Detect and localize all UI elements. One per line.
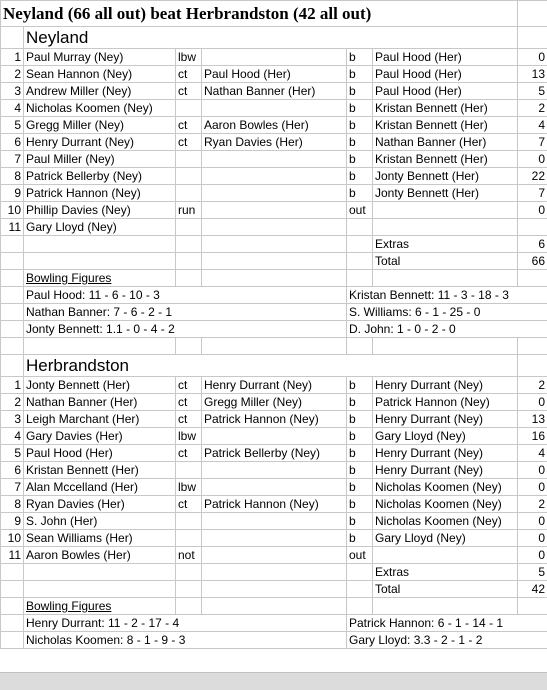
runs-scored[interactable]: 22 [518, 168, 547, 185]
cell[interactable] [24, 236, 176, 253]
cell[interactable] [202, 338, 347, 355]
batsman-name[interactable]: Alan Mccelland (Her) [24, 479, 176, 496]
bowler-name[interactable]: Kristan Bennett (Her) [373, 151, 518, 168]
batting-position[interactable]: 3 [1, 83, 24, 100]
runs-scored[interactable]: 0 [518, 151, 547, 168]
runs-scored[interactable]: 2 [518, 100, 547, 117]
cell[interactable] [24, 253, 176, 270]
batting-position[interactable]: 11 [1, 547, 24, 564]
bowling-figure[interactable]: Nicholas Koomen: 8 - 1 - 9 - 3 [24, 632, 347, 649]
bowled-marker[interactable]: b [347, 168, 373, 185]
fielder-name[interactable] [202, 547, 347, 564]
bowler-name[interactable]: Henry Durrant (Ney) [373, 462, 518, 479]
batting-position[interactable]: 4 [1, 100, 24, 117]
runs-scored[interactable]: 13 [518, 66, 547, 83]
bowling-figure[interactable]: Henry Durrant: 11 - 2 - 17 - 4 [24, 615, 347, 632]
batting-row [1, 445, 547, 462]
bowled-marker[interactable]: b [347, 377, 373, 394]
bowling-heading-row [1, 598, 547, 615]
bowling-figure[interactable]: S. Williams: 6 - 1 - 25 - 0 [347, 304, 547, 321]
runs-scored[interactable]: 4 [518, 445, 547, 462]
batting-row [1, 117, 547, 134]
batting-row [1, 219, 547, 236]
dismissal-type[interactable]: ct [176, 83, 202, 100]
batting-position[interactable]: 7 [1, 151, 24, 168]
bowler-name[interactable] [373, 547, 518, 564]
bowled-marker[interactable]: b [347, 394, 373, 411]
cell[interactable] [1, 270, 24, 287]
batsman-name[interactable]: Henry Durrant (Ney) [24, 134, 176, 151]
bowler-name[interactable]: Paul Hood (Her) [373, 66, 518, 83]
fielder-name[interactable] [202, 530, 347, 547]
fielder-name[interactable]: Patrick Hannon (Ney) [202, 411, 347, 428]
dismissal-type[interactable]: ct [176, 445, 202, 462]
batting-row [1, 134, 547, 151]
cell[interactable] [176, 253, 202, 270]
bowled-marker[interactable]: b [347, 462, 373, 479]
batting-position[interactable]: 5 [1, 117, 24, 134]
batting-row [1, 479, 547, 496]
batsman-name[interactable]: S. John (Her) [24, 513, 176, 530]
bowling-figure[interactable]: Patrick Hannon: 6 - 1 - 14 - 1 [347, 615, 547, 632]
batsman-name[interactable]: Nathan Banner (Her) [24, 394, 176, 411]
bowled-marker[interactable]: out [347, 202, 373, 219]
dismissal-type[interactable] [176, 513, 202, 530]
bowler-name[interactable]: Kristan Bennett (Her) [373, 100, 518, 117]
fielder-name[interactable]: Patrick Bellerby (Ney) [202, 445, 347, 462]
cell[interactable] [24, 564, 176, 581]
cell[interactable] [518, 355, 547, 377]
sheet-bottom-bar [0, 672, 547, 690]
cell[interactable] [1, 287, 24, 304]
batsman-name[interactable]: Kristan Bennett (Her) [24, 462, 176, 479]
dismissal-type[interactable] [176, 462, 202, 479]
cell[interactable] [373, 270, 518, 287]
dismissal-type[interactable] [176, 151, 202, 168]
batting-position[interactable]: 10 [1, 202, 24, 219]
bowling-row [1, 321, 547, 338]
runs-scored[interactable]: 13 [518, 411, 547, 428]
bowled-marker[interactable]: b [347, 530, 373, 547]
batsman-name[interactable]: Patrick Hannon (Ney) [24, 185, 176, 202]
bowling-heading[interactable]: Bowling Figures [24, 598, 176, 615]
cell[interactable] [1, 338, 24, 355]
bowling-heading-row [1, 270, 547, 287]
batsman-name[interactable]: Sean Williams (Her) [24, 530, 176, 547]
fielder-name[interactable] [202, 49, 347, 66]
extras-row [1, 564, 547, 581]
cell[interactable] [202, 581, 347, 598]
batting-row [1, 66, 547, 83]
cell[interactable] [518, 338, 547, 355]
batsman-name[interactable]: Paul Hood (Her) [24, 445, 176, 462]
batting-position[interactable]: 5 [1, 445, 24, 462]
dismissal-type[interactable]: ct [176, 117, 202, 134]
runs-scored[interactable]: 0 [518, 49, 547, 66]
bowler-name[interactable]: Paul Hood (Her) [373, 49, 518, 66]
cell[interactable] [24, 581, 176, 598]
cell[interactable] [202, 564, 347, 581]
batsman-name[interactable]: Gary Davies (Her) [24, 428, 176, 445]
cell[interactable] [373, 338, 518, 355]
bowled-marker[interactable]: b [347, 49, 373, 66]
bowler-name[interactable]: Patrick Hannon (Ney) [373, 394, 518, 411]
bowling-figure[interactable]: Jonty Bennett: 1.1 - 0 - 4 - 2 [24, 321, 347, 338]
cell[interactable] [1, 564, 24, 581]
cell[interactable] [1, 581, 24, 598]
bowled-marker[interactable]: b [347, 100, 373, 117]
cell[interactable] [202, 253, 347, 270]
batsman-name[interactable]: Gary Lloyd (Ney) [24, 219, 176, 236]
fielder-name[interactable] [202, 202, 347, 219]
cell[interactable] [24, 338, 176, 355]
bowled-marker[interactable]: b [347, 513, 373, 530]
bowling-row [1, 304, 547, 321]
bowled-marker[interactable]: b [347, 151, 373, 168]
dismissal-type[interactable] [176, 530, 202, 547]
batting-position[interactable]: 8 [1, 496, 24, 513]
runs-scored[interactable]: 0 [518, 394, 547, 411]
fielder-name[interactable]: Paul Hood (Her) [202, 66, 347, 83]
batting-row [1, 151, 547, 168]
extras-label[interactable]: Extras [373, 564, 518, 581]
batsman-name[interactable]: Paul Miller (Ney) [24, 151, 176, 168]
batsman-name[interactable]: Andrew Miller (Ney) [24, 83, 176, 100]
dismissal-type[interactable]: lbw [176, 479, 202, 496]
dismissal-type[interactable] [176, 185, 202, 202]
batting-row [1, 168, 547, 185]
batting-position[interactable]: 6 [1, 134, 24, 151]
dismissal-type[interactable] [176, 168, 202, 185]
bowler-name[interactable]: Nicholas Koomen (Ney) [373, 496, 518, 513]
runs-scored[interactable]: 0 [518, 513, 547, 530]
fielder-name[interactable] [202, 513, 347, 530]
batting-row [1, 513, 547, 530]
batting-row [1, 530, 547, 547]
bowler-name[interactable] [373, 219, 518, 236]
bowling-heading[interactable]: Bowling Figures [24, 270, 176, 287]
dismissal-type[interactable]: ct [176, 134, 202, 151]
bowled-marker[interactable]: b [347, 185, 373, 202]
batsman-name[interactable]: Paul Murray (Ney) [24, 49, 176, 66]
fielder-name[interactable] [202, 219, 347, 236]
dismissal-type[interactable]: run [176, 202, 202, 219]
bowler-name[interactable]: Nicholas Koomen (Ney) [373, 513, 518, 530]
batting-position[interactable]: 8 [1, 168, 24, 185]
batting-row [1, 411, 547, 428]
batsman-name[interactable]: Patrick Bellerby (Ney) [24, 168, 176, 185]
batsman-name[interactable]: Sean Hannon (Ney) [24, 66, 176, 83]
runs-scored[interactable]: 7 [518, 134, 547, 151]
runs-scored[interactable]: 0 [518, 547, 547, 564]
cell[interactable] [347, 338, 373, 355]
bowled-marker[interactable]: b [347, 411, 373, 428]
runs-scored[interactable]: 0 [518, 479, 547, 496]
batting-row [1, 100, 547, 117]
batting-position[interactable]: 9 [1, 513, 24, 530]
cell[interactable] [176, 338, 202, 355]
bowling-figure[interactable]: Kristan Bennett: 11 - 3 - 18 - 3 [347, 287, 547, 304]
bowler-name[interactable]: Kristan Bennett (Her) [373, 117, 518, 134]
batting-row [1, 49, 547, 66]
batting-position[interactable]: 2 [1, 66, 24, 83]
runs-scored[interactable]: 2 [518, 377, 547, 394]
bowled-marker[interactable]: b [347, 83, 373, 100]
bowler-name[interactable] [373, 202, 518, 219]
bowler-name[interactable]: Jonty Bennett (Her) [373, 168, 518, 185]
bowled-marker[interactable] [347, 219, 373, 236]
total-value[interactable]: 42 [518, 581, 547, 598]
cell[interactable] [518, 1, 547, 27]
cell[interactable] [176, 598, 202, 615]
cell[interactable] [347, 581, 373, 598]
runs-scored[interactable]: 0 [518, 202, 547, 219]
batting-row [1, 462, 547, 479]
bowled-marker[interactable]: b [347, 445, 373, 462]
batting-row [1, 377, 547, 394]
cell[interactable] [1, 304, 24, 321]
cell[interactable] [347, 270, 373, 287]
extras-label[interactable]: Extras [373, 236, 518, 253]
cell[interactable] [202, 598, 347, 615]
cell[interactable] [176, 270, 202, 287]
cell[interactable] [1, 632, 24, 649]
batting-row [1, 83, 547, 100]
fielder-name[interactable] [202, 479, 347, 496]
bowled-marker[interactable]: b [347, 428, 373, 445]
batsman-name[interactable]: Aaron Bowles (Her) [24, 547, 176, 564]
cell[interactable] [176, 564, 202, 581]
total-row [1, 581, 547, 598]
extras-row [1, 236, 547, 253]
bowled-marker[interactable]: b [347, 479, 373, 496]
runs-scored[interactable]: 2 [518, 496, 547, 513]
batting-row [1, 202, 547, 219]
title-row [1, 1, 547, 27]
total-row [1, 253, 547, 270]
batsman-name[interactable]: Gregg Miller (Ney) [24, 117, 176, 134]
bowled-marker[interactable]: b [347, 134, 373, 151]
bowler-name[interactable]: Jonty Bennett (Her) [373, 185, 518, 202]
runs-scored[interactable]: 0 [518, 462, 547, 479]
total-label[interactable]: Total [373, 253, 518, 270]
fielder-name[interactable] [202, 428, 347, 445]
bowler-name[interactable]: Henry Durrant (Ney) [373, 411, 518, 428]
bowling-row [1, 287, 547, 304]
dismissal-type[interactable]: ct [176, 394, 202, 411]
batting-position[interactable]: 10 [1, 530, 24, 547]
bowling-row [1, 632, 547, 649]
cell[interactable] [518, 598, 547, 615]
bowling-figure[interactable]: Nathan Banner: 7 - 6 - 2 - 1 [24, 304, 347, 321]
batting-position[interactable]: 1 [1, 49, 24, 66]
batting-row [1, 496, 547, 513]
cell[interactable] [347, 598, 373, 615]
total-label[interactable]: Total [373, 581, 518, 598]
bowling-figure[interactable]: Gary Lloyd: 3.3 - 2 - 1 - 2 [347, 632, 547, 649]
batting-position[interactable]: 6 [1, 462, 24, 479]
dismissal-type[interactable] [176, 219, 202, 236]
batting-position[interactable]: 3 [1, 411, 24, 428]
bowling-figure[interactable]: D. John: 1 - 0 - 2 - 0 [347, 321, 547, 338]
cell[interactable] [202, 236, 347, 253]
fielder-name[interactable]: Nathan Banner (Her) [202, 83, 347, 100]
batsman-name[interactable]: Leigh Marchant (Her) [24, 411, 176, 428]
cell[interactable] [1, 253, 24, 270]
batting-row [1, 547, 547, 564]
dismissal-type[interactable] [176, 100, 202, 117]
team-row [1, 355, 547, 377]
bowling-figure[interactable]: Paul Hood: 11 - 6 - 10 - 3 [24, 287, 347, 304]
batting-position[interactable]: 2 [1, 394, 24, 411]
bowler-name[interactable]: Henry Durrant (Ney) [373, 377, 518, 394]
batting-row [1, 428, 547, 445]
cell[interactable] [373, 598, 518, 615]
batsman-name[interactable]: Ryan Davies (Her) [24, 496, 176, 513]
runs-scored[interactable]: 0 [518, 530, 547, 547]
bowling-row [1, 615, 547, 632]
cell[interactable] [1, 615, 24, 632]
runs-scored[interactable]: 4 [518, 117, 547, 134]
batsman-name[interactable]: Nicholas Koomen (Ney) [24, 100, 176, 117]
fielder-name[interactable] [202, 100, 347, 117]
batting-position[interactable]: 1 [1, 377, 24, 394]
fielder-name[interactable]: Patrick Hannon (Ney) [202, 496, 347, 513]
batsman-name[interactable]: Jonty Bennett (Her) [24, 377, 176, 394]
runs-scored[interactable] [518, 219, 547, 236]
cell[interactable] [518, 270, 547, 287]
fielder-name[interactable] [202, 462, 347, 479]
dismissal-type[interactable]: ct [176, 496, 202, 513]
cell[interactable] [1, 27, 24, 49]
cell[interactable] [202, 270, 347, 287]
batsman-name[interactable]: Phillip Davies (Ney) [24, 202, 176, 219]
batting-position[interactable]: 7 [1, 479, 24, 496]
cell[interactable] [176, 581, 202, 598]
bowler-name[interactable]: Paul Hood (Her) [373, 83, 518, 100]
bowled-marker[interactable]: out [347, 547, 373, 564]
team-name[interactable]: Herbrandston [24, 355, 518, 377]
bowled-marker[interactable]: b [347, 66, 373, 83]
batting-position[interactable]: 9 [1, 185, 24, 202]
fielder-name[interactable] [202, 185, 347, 202]
runs-scored[interactable]: 16 [518, 428, 547, 445]
total-value[interactable]: 66 [518, 253, 547, 270]
runs-scored[interactable]: 7 [518, 185, 547, 202]
fielder-name[interactable]: Ryan Davies (Her) [202, 134, 347, 151]
team-name[interactable]: Neyland [24, 27, 518, 49]
bowled-marker[interactable]: b [347, 117, 373, 134]
bowler-name[interactable]: Nathan Banner (Her) [373, 134, 518, 151]
batting-row [1, 185, 547, 202]
bowled-marker[interactable]: b [347, 496, 373, 513]
cell[interactable] [1, 598, 24, 615]
bowler-name[interactable]: Nicholas Koomen (Ney) [373, 479, 518, 496]
runs-scored[interactable]: 5 [518, 83, 547, 100]
match-title[interactable]: Neyland (66 all out) beat Herbrandston (42 all out) [1, 1, 518, 27]
extras-value[interactable]: 5 [518, 564, 547, 581]
extras-value[interactable]: 6 [518, 236, 547, 253]
dismissal-type[interactable]: lbw [176, 49, 202, 66]
fielder-name[interactable]: Gregg Miller (Ney) [202, 394, 347, 411]
bowler-name[interactable]: Gary Lloyd (Ney) [373, 428, 518, 445]
bowler-name[interactable]: Gary Lloyd (Ney) [373, 530, 518, 547]
fielder-name[interactable]: Aaron Bowles (Her) [202, 117, 347, 134]
team-row [1, 27, 547, 49]
fielder-name[interactable]: Henry Durrant (Ney) [202, 377, 347, 394]
dismissal-type[interactable]: ct [176, 377, 202, 394]
dismissal-type[interactable]: not [176, 547, 202, 564]
cell[interactable] [1, 355, 24, 377]
cell[interactable] [347, 564, 373, 581]
bowler-name[interactable]: Henry Durrant (Ney) [373, 445, 518, 462]
batting-position[interactable]: 11 [1, 219, 24, 236]
cell[interactable] [347, 236, 373, 253]
cell[interactable] [1, 321, 24, 338]
dismissal-type[interactable]: ct [176, 411, 202, 428]
cell[interactable] [176, 236, 202, 253]
batting-position[interactable]: 4 [1, 428, 24, 445]
cell[interactable] [347, 253, 373, 270]
cell[interactable] [1, 236, 24, 253]
batting-row [1, 394, 547, 411]
fielder-name[interactable] [202, 168, 347, 185]
dismissal-type[interactable]: lbw [176, 428, 202, 445]
dismissal-type[interactable]: ct [176, 66, 202, 83]
spacer-row [1, 338, 547, 355]
cell[interactable] [518, 27, 547, 49]
fielder-name[interactable] [202, 151, 347, 168]
